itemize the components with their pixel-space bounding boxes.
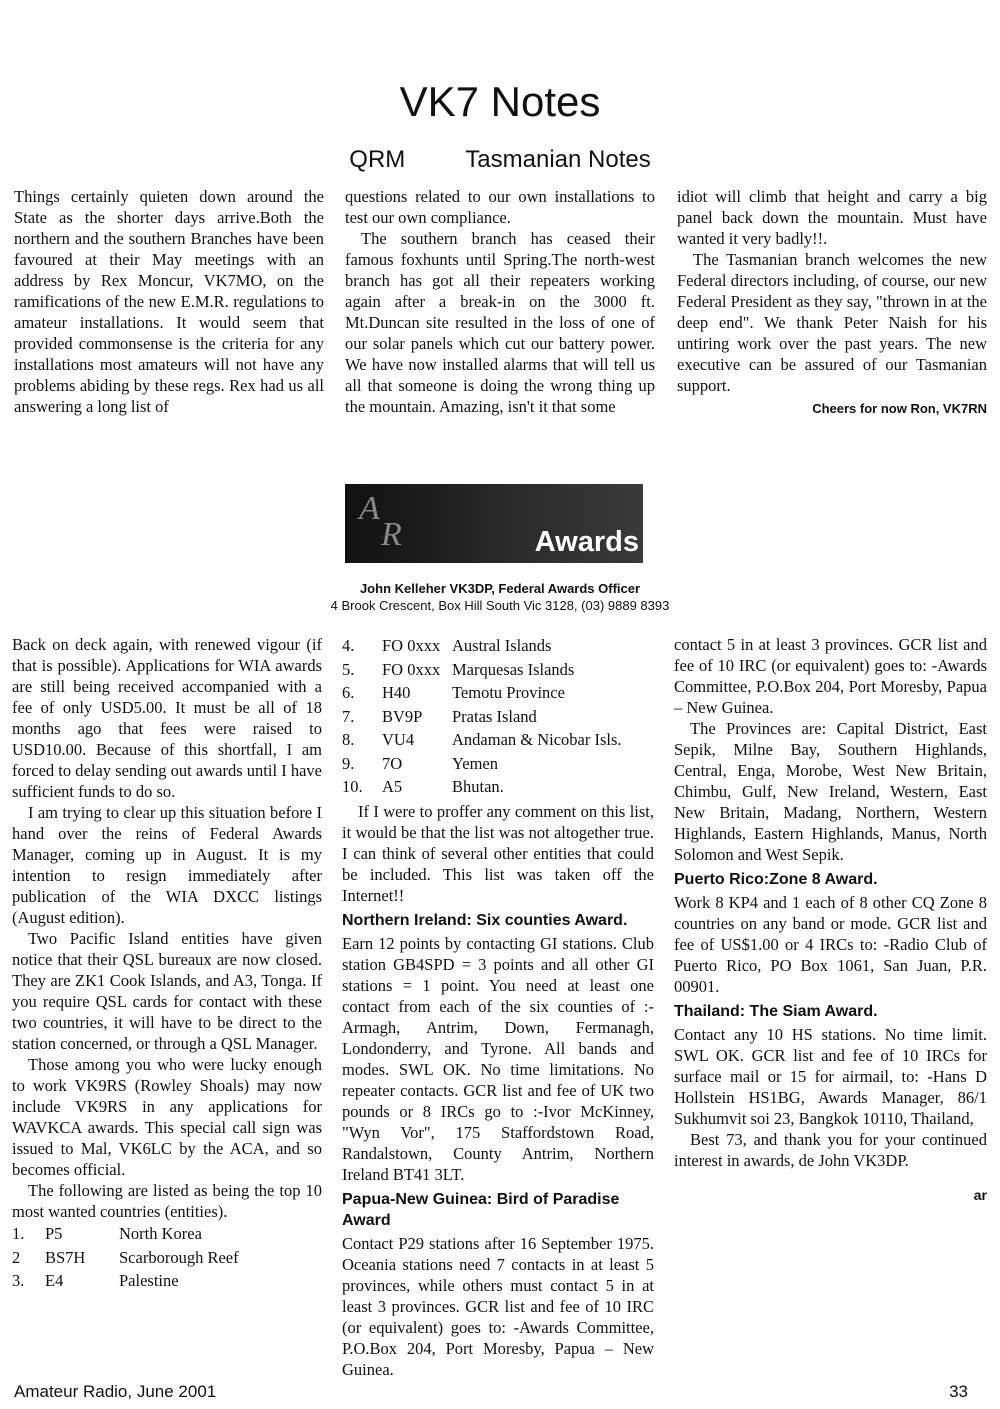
award-heading-png: Papua-New Guinea: Bird of Paradise Award [342,1190,620,1229]
award-text-png: Contact P29 stations after 16 September 1975. Oceania stations need 7 contacts in at least 5 provinces, while others must contact 5 in at least 3 provinces. GCR list and fee of 10 IRC (or equivalent) goes to: -Awards Committee, P.O.Box 204, Port Moresby, Papua – New Guinea. [342,1233,654,1379]
ar-logo-a: A [359,490,380,527]
awards-column-3 [674,634,987,1206]
footer-page-number: 33 [949,1382,968,1401]
vk7-column-1 [14,186,324,417]
awards-officer-name: John Kelleher VK3DP, Federal Awards Officer [359,581,641,596]
award-heading-northern-ireland: Northern Ireland: Six counties Award. [342,911,628,929]
wanted-prefix: 7O [382,753,403,773]
wanted-list-item [342,658,654,682]
subtitle-qrm: QRM [349,146,406,173]
wanted-name: Scarborough Reef [119,1247,239,1267]
wanted-name: Bhutan. [452,777,504,796]
wanted-list-item [12,1269,322,1293]
wanted-list-item [342,752,654,776]
wanted-list-item [12,1222,322,1246]
vk7-paragraph: Things certainly quieten down around the State as the shorter days arrive.Both the northern and the southern Branches have been favoured at their May meetings with an address by Rex Moncur, VK7MO, on the ramifications of the new E.M.R. regulations to amateur installations. It would seem that provided commonsense is the criteria for any installations most amateurs will not have any problems abiding by these regs. Rex had us all answering a long list of [14,187,324,416]
wanted-num: 7. [342,706,355,726]
wanted-name: Marquesas Islands [452,659,575,679]
vk7-paragraph: The Tasmanian branch welcomes the new Federal directors including, of course, our new Federal President as they say, "thrown in at the deep end". We thank Peter Naish for his untiring work over the past years. The new executive can be assured of our Tasmanian support. [677,250,987,395]
vk7-paragraph: The southern branch has ceased their famous foxhunts until Spring.The north-west branch has got all their repeaters working again after a break-in on the 3000 ft. Mt.Duncan site resulted in the loss of one of our solar panels which cut our battery power. We have now installed alarms that will tell us all that someone is doing the wrong thing up the mountain. Amazing, isn't it that some [345,229,655,416]
award-text-puerto-rico: Work 8 KP4 and 1 each of 8 other CQ Zone 8 countries on any band or mode. GCR list and fee of US$1.00 or 4 IRCs to: -Radio Club of Puerto Rico, PO Box 1061, San Juan, P.R. 00901. [674,893,987,996]
wanted-prefix: P5 [45,1224,63,1243]
awards-closing: Best 73, and thank you for your continued interest in awards, de John VK3DP. [674,1130,987,1170]
wanted-prefix: FO 0xxx [382,659,441,679]
vk7-signoff: Cheers for now Ron, VK7RN [812,401,987,416]
awards-paragraph: If I were to proffer any comment on this list, it would be that the list was not altogether true. I can think of several other entities that could be included. This list was taken off the Internet!! [342,801,654,905]
wanted-name: Austral Islands [452,636,552,655]
page-title: VK7 Notes [399,78,601,125]
wanted-list-item [342,705,654,729]
wanted-num: 2 [12,1247,21,1267]
wanted-list-item [12,1246,322,1270]
wanted-list-item [342,728,654,752]
award-heading-puerto-rico: Puerto Rico:Zone 8 Award. [674,871,878,888]
wanted-prefix: FO 0xxx [382,636,441,655]
awards-paragraph: Those among you who were lucky enough to work VK9RS (Rowley Shoals) may now include VK9RS in any applications for WAVKCA awards. This special call sign was issued to Mal, VK6LC by the ACA, and so becomes official. [12,1055,322,1179]
wanted-prefix: E4 [45,1271,64,1290]
wanted-name: Temotu Province [452,683,565,702]
award-text-png-provinces: The Provinces are: Capital District, East Sepik, Milne Bay, Southern Highlands, Central, Enga, Morobe, West New Britain, Chimbu, Gulf, New Ireland, Western, East New Britain, Madang, Northern, Western Highlands, Eastern Highlands, Manus, North Solomon and West Sepik. [674,719,987,864]
wanted-list-item [342,775,654,799]
vk7-paragraph: idiot will climb that height and carry a big panel back down the mountain. Must have wanted it very badly!!. [677,187,987,248]
wanted-name: Yemen [452,753,498,773]
end-mark: ar [973,1187,987,1203]
awards-paragraph: Two Pacific Island entities have given notice that their QSL bureaux are now closed. They are ZK1 Cook Islands, and A3, Tonga. If you require QSL cards for contact with these two countries, it will have to be direct to the station concerned, or through a QSL Manager. [12,929,322,1053]
awards-column-1 [12,634,322,1293]
awards-column-2 [342,634,654,1379]
wanted-num: 8. [342,730,355,749]
wanted-prefix: BV9P [382,706,423,726]
wanted-num: 5. [342,659,355,679]
wanted-num: 3. [12,1271,25,1290]
awards-banner-label: Awards [534,526,639,558]
award-text-northern-ireland: Earn 12 points by contacting GI stations. Club station GB4SPD = 3 points and all other GI stations = 1 point. You need at least one contact from each of the six counties of :-Armagh, Antrim, Down, Fermanagh, Londonderry, and Tyrone. All bands and modes. SWL OK. No time limitations. No repeater contacts. GCR list and fee of UK two pounds or 8 IRCs go to :-Ivor McKinney, "Wyn Vor", 175 Staffordstown Road, Randalstown, County Antrim, Northern Ireland BT41 3LT. [342,933,654,1184]
wanted-name: Andaman & Nicobar Isls. [452,730,622,749]
wanted-prefix: A5 [382,777,403,796]
vk7-column-2 [345,186,655,417]
footer-publication: Amateur Radio, June 2001 [14,1382,217,1401]
awards-paragraph: The following are listed as being the top 10 most wanted countries (entities). [12,1181,322,1221]
wanted-num: 9. [342,753,355,773]
awards-paragraph: I am trying to clear up this situation before I hand over the reins of Federal Awards Manager, coming up in August. It is my intention to resign immediately after publication of the WIA DXCC listings (August edition). [12,803,322,927]
wanted-num: 1. [12,1224,25,1243]
ar-logo [359,490,405,556]
wanted-prefix: BS7H [45,1247,86,1267]
wanted-num: 6. [342,683,355,702]
wanted-name: North Korea [119,1224,202,1243]
awards-officer-address: 4 Brook Crescent, Box Hill South Vic 3128, (03) 9889 8393 [330,598,670,613]
award-text-png-continued: contact 5 in at least 3 provinces. GCR list and fee of 10 IRC (or equivalent) goes to: -Awards Committee, P.O.Box 204, Port Moresby, Papua – New Guinea. [674,635,987,717]
awards-paragraph: Back on deck again, with renewed vigour (if that is possible). Applications for WIA awards are still being received accompanied with a fee of only USD5.00. It must be all of 18 months ago that fees were raised to USD10.00. Because of this shortfall, I am forced to delay sending out awards until I have sufficient funds to do so. [12,635,322,801]
awards-banner [345,484,643,563]
vk7-column-3 [677,186,987,419]
wanted-num: 10. [342,777,363,796]
wanted-name: Palestine [119,1271,179,1290]
wanted-list-part-2 [342,634,654,799]
wanted-num: 4. [342,636,355,655]
award-text-thailand: Contact any 10 HS stations. No time limit. SWL OK. GCR list and fee of 10 IRCs for surface mail or 15 for airmail, to: -Hans D Hollstein HS1BG, Awards Manager, 86/1 Sukhumvit soi 23, Bangkok 10110, Thailand, [674,1025,987,1128]
awards-officer-block [0,580,1000,614]
subtitle-tasmanian-notes: Tasmanian Notes [465,146,651,173]
wanted-prefix: H40 [382,683,411,702]
wanted-list-item [342,681,654,705]
section-subtitle [0,146,1000,174]
wanted-list-item [342,634,654,658]
award-heading-thailand: Thailand: The Siam Award. [674,1003,878,1020]
ar-logo-r: R [381,516,402,553]
vk7-paragraph: questions related to our own installations to test our own compliance. [345,187,655,227]
wanted-list-part-1 [12,1222,322,1293]
wanted-name: Pratas Island [452,706,537,726]
wanted-prefix: VU4 [382,730,415,749]
